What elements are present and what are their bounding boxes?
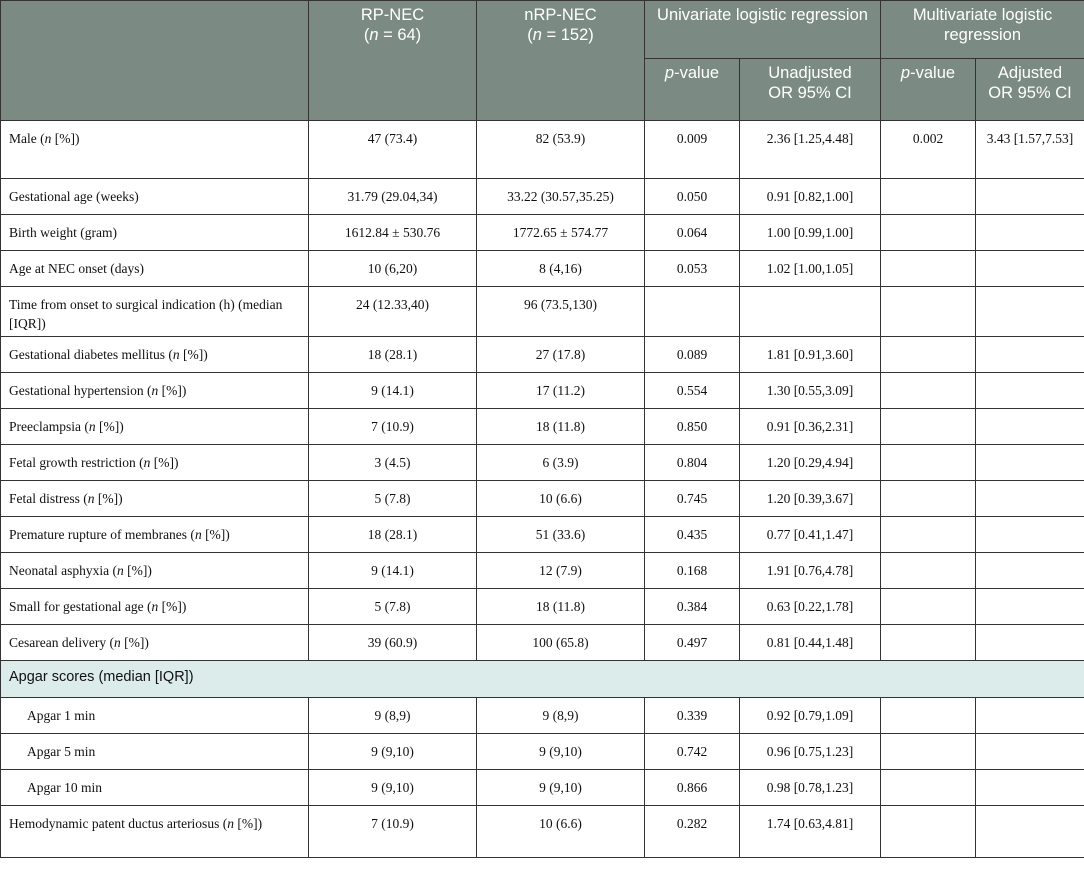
univariate-p-value: 0.804: [645, 445, 740, 481]
unadjusted-or-value: 1.91 [0.76,4.78]: [740, 553, 881, 589]
univariate-p-value: 0.339: [645, 698, 740, 734]
row-label: Preeclampsia (n [%]): [1, 409, 309, 445]
nrp-nec-value: 1772.65 ± 574.77: [477, 215, 645, 251]
header-rp-nec-count: = 64): [378, 26, 422, 44]
rp-nec-value: 9 (8,9): [309, 698, 477, 734]
unadjusted-or-value: 1.00 [0.99,1.00]: [740, 215, 881, 251]
row-label: Apgar 1 min: [1, 698, 309, 734]
table-row: [1, 373, 1084, 409]
unadjusted-or-value: 1.20 [0.39,3.67]: [740, 481, 881, 517]
multivariate-p-value: [881, 589, 976, 625]
table-row: [1, 698, 1084, 734]
adjusted-or-value: [976, 734, 1084, 770]
nrp-nec-value: 10 (6.6): [477, 481, 645, 517]
univariate-p-value: 0.089: [645, 337, 740, 373]
nrp-nec-value: 18 (11.8): [477, 409, 645, 445]
row-label: Small for gestational age (n [%]): [1, 589, 309, 625]
rp-nec-value: 3 (4.5): [309, 445, 477, 481]
univariate-p-value: 0.064: [645, 215, 740, 251]
adjusted-or-value: [976, 287, 1084, 337]
multivariate-p-value: [881, 287, 976, 337]
univariate-p-value: 0.745: [645, 481, 740, 517]
row-label: Male (n [%]): [1, 121, 309, 179]
nrp-nec-value: 51 (33.6): [477, 517, 645, 553]
table-row: [1, 589, 1084, 625]
univariate-p-value: 0.850: [645, 409, 740, 445]
multivariate-p-value: [881, 445, 976, 481]
table-row: [1, 517, 1084, 553]
univariate-p-value: 0.282: [645, 806, 740, 858]
rp-nec-value: 18 (28.1): [309, 337, 477, 373]
table-row: [1, 806, 1084, 858]
table-row: [1, 770, 1084, 806]
rp-nec-value: 9 (9,10): [309, 734, 477, 770]
adjusted-or-value: [976, 589, 1084, 625]
nrp-nec-value: 10 (6.6): [477, 806, 645, 858]
table-row: [1, 625, 1084, 661]
univariate-p-value: 0.554: [645, 373, 740, 409]
univariate-p-value: 0.168: [645, 553, 740, 589]
unadjusted-or-value: 0.81 [0.44,1.48]: [740, 625, 881, 661]
multivariate-p-value: [881, 409, 976, 445]
rp-nec-value: 39 (60.9): [309, 625, 477, 661]
table-header: [1, 1, 1084, 121]
row-label: Gestational hypertension (n [%]): [1, 373, 309, 409]
header-nrp-nec-title: nRP-NEC: [524, 6, 597, 24]
adjusted-or-value: [976, 337, 1084, 373]
multivariate-p-value: [881, 517, 976, 553]
header-p-value-multi: p-value: [881, 59, 976, 121]
nrp-nec-value: 27 (17.8): [477, 337, 645, 373]
table-row: [1, 481, 1084, 517]
rp-nec-value: 24 (12.33,40): [309, 287, 477, 337]
nrp-nec-value: 6 (3.9): [477, 445, 645, 481]
rp-nec-value: 9 (14.1): [309, 553, 477, 589]
univariate-p-value: [645, 287, 740, 337]
nrp-nec-value: 18 (11.8): [477, 589, 645, 625]
header-univariate: Univariate logistic regression: [645, 1, 881, 59]
adjusted-or-value: [976, 251, 1084, 287]
rp-nec-value: 5 (7.8): [309, 589, 477, 625]
unadjusted-or-value: 1.74 [0.63,4.81]: [740, 806, 881, 858]
univariate-p-value: 0.053: [645, 251, 740, 287]
adjusted-or-value: [976, 698, 1084, 734]
nrp-nec-value: 9 (9,10): [477, 734, 645, 770]
adjusted-or-value: [976, 517, 1084, 553]
multivariate-p-value: [881, 337, 976, 373]
table-row: [1, 179, 1084, 215]
row-label: Gestational diabetes mellitus (n [%]): [1, 337, 309, 373]
unadjusted-or-value: 0.92 [0.79,1.09]: [740, 698, 881, 734]
table-body: [1, 121, 1084, 858]
header-p-value-uni: p-value: [645, 59, 740, 121]
unadjusted-or-value: 0.63 [0.22,1.78]: [740, 589, 881, 625]
univariate-p-value: 0.435: [645, 517, 740, 553]
row-label: Cesarean delivery (n [%]): [1, 625, 309, 661]
header-nrp-nec-n: n: [532, 26, 542, 44]
row-label: Gestational age (weeks): [1, 179, 309, 215]
header-adjusted-or: Adjusted OR 95% CI: [976, 59, 1084, 121]
row-label: Apgar 10 min: [1, 770, 309, 806]
row-label: Neonatal asphyxia (n [%]): [1, 553, 309, 589]
table-row: [1, 121, 1084, 179]
adjusted-or-value: [976, 445, 1084, 481]
header-nrp-nec-count: = 152): [541, 26, 594, 44]
table-row: [1, 409, 1084, 445]
header-rp-nec-n: n: [369, 26, 379, 44]
nrp-nec-value: 17 (11.2): [477, 373, 645, 409]
adjusted-or-value: [976, 806, 1084, 858]
unadjusted-or-value: 0.77 [0.41,1.47]: [740, 517, 881, 553]
table-row: [1, 215, 1084, 251]
header-rp-nec-title: RP-NEC: [360, 6, 425, 24]
header-rp-nec: RP-NEC (n = 64): [309, 1, 477, 121]
table-row: [1, 734, 1084, 770]
unadjusted-or-value: [740, 287, 881, 337]
multivariate-p-value: [881, 698, 976, 734]
section-label: Apgar scores (median [IQR]): [1, 661, 1084, 698]
univariate-p-value: 0.742: [645, 734, 740, 770]
multivariate-p-value: [881, 373, 976, 409]
adjusted-or-value: [976, 179, 1084, 215]
header-unadjusted-or: Unadjusted OR 95% CI: [740, 59, 881, 121]
row-label: Apgar 5 min: [1, 734, 309, 770]
rp-nec-value: 1612.84 ± 530.76: [309, 215, 477, 251]
rp-nec-value: 10 (6,20): [309, 251, 477, 287]
adjusted-or-value: 3.43 [1.57,7.53]: [976, 121, 1084, 179]
rp-nec-value: 7 (10.9): [309, 806, 477, 858]
unadjusted-or-value: 1.20 [0.29,4.94]: [740, 445, 881, 481]
nrp-nec-value: 12 (7.9): [477, 553, 645, 589]
adjusted-or-value: [976, 373, 1084, 409]
nrp-nec-value: 100 (65.8): [477, 625, 645, 661]
table-row: [1, 287, 1084, 337]
rp-nec-value: 31.79 (29.04,34): [309, 179, 477, 215]
rp-nec-value: 7 (10.9): [309, 409, 477, 445]
unadjusted-or-value: 1.81 [0.91,3.60]: [740, 337, 881, 373]
unadjusted-or-value: 0.98 [0.78,1.23]: [740, 770, 881, 806]
adjusted-or-value: [976, 215, 1084, 251]
header-multivariate: Multivariate logistic regression: [881, 1, 1084, 59]
row-label: Age at NEC onset (days): [1, 251, 309, 287]
adjusted-or-value: [976, 553, 1084, 589]
rp-nec-value: 9 (9,10): [309, 770, 477, 806]
row-label: Time from onset to surgical indication (h) (median [IQR]): [1, 287, 309, 337]
multivariate-p-value: [881, 625, 976, 661]
table-row: [1, 553, 1084, 589]
rp-nec-value: 5 (7.8): [309, 481, 477, 517]
row-label: Fetal distress (n [%]): [1, 481, 309, 517]
nrp-nec-value: 8 (4,16): [477, 251, 645, 287]
unadjusted-or-value: 0.91 [0.36,2.31]: [740, 409, 881, 445]
row-label: Premature rupture of membranes (n [%]): [1, 517, 309, 553]
multivariate-p-value: 0.002: [881, 121, 976, 179]
header-nrp-nec: nRP-NEC (n = 152): [477, 1, 645, 121]
univariate-p-value: 0.384: [645, 589, 740, 625]
rp-nec-value: 9 (14.1): [309, 373, 477, 409]
unadjusted-or-value: 2.36 [1.25,4.48]: [740, 121, 881, 179]
adjusted-or-value: [976, 770, 1084, 806]
table-row: [1, 251, 1084, 287]
section-row-apgar: [1, 661, 1084, 698]
multivariate-p-value: [881, 251, 976, 287]
table-row: [1, 337, 1084, 373]
rp-nec-value: 18 (28.1): [309, 517, 477, 553]
row-label: Hemodynamic patent ductus arteriosus (n [%]): [1, 806, 309, 858]
nrp-nec-value: 82 (53.9): [477, 121, 645, 179]
multivariate-p-value: [881, 179, 976, 215]
unadjusted-or-value: 1.02 [1.00,1.05]: [740, 251, 881, 287]
unadjusted-or-value: 1.30 [0.55,3.09]: [740, 373, 881, 409]
nrp-nec-value: 33.22 (30.57,35.25): [477, 179, 645, 215]
row-label: Fetal growth restriction (n [%]): [1, 445, 309, 481]
header-variable: [1, 1, 309, 121]
row-label: Birth weight (gram): [1, 215, 309, 251]
unadjusted-or-value: 0.96 [0.75,1.23]: [740, 734, 881, 770]
nrp-nec-value: 9 (9,10): [477, 770, 645, 806]
univariate-p-value: 0.009: [645, 121, 740, 179]
nrp-nec-value: 9 (8,9): [477, 698, 645, 734]
adjusted-or-value: [976, 481, 1084, 517]
multivariate-p-value: [881, 481, 976, 517]
unadjusted-or-value: 0.91 [0.82,1.00]: [740, 179, 881, 215]
univariate-p-value: 0.866: [645, 770, 740, 806]
multivariate-p-value: [881, 770, 976, 806]
multivariate-p-value: [881, 553, 976, 589]
adjusted-or-value: [976, 409, 1084, 445]
multivariate-p-value: [881, 806, 976, 858]
univariate-p-value: 0.497: [645, 625, 740, 661]
nrp-nec-value: 96 (73.5,130): [477, 287, 645, 337]
multivariate-p-value: [881, 734, 976, 770]
univariate-p-value: 0.050: [645, 179, 740, 215]
table-row: [1, 445, 1084, 481]
multivariate-p-value: [881, 215, 976, 251]
rp-nec-value: 47 (73.4): [309, 121, 477, 179]
adjusted-or-value: [976, 625, 1084, 661]
